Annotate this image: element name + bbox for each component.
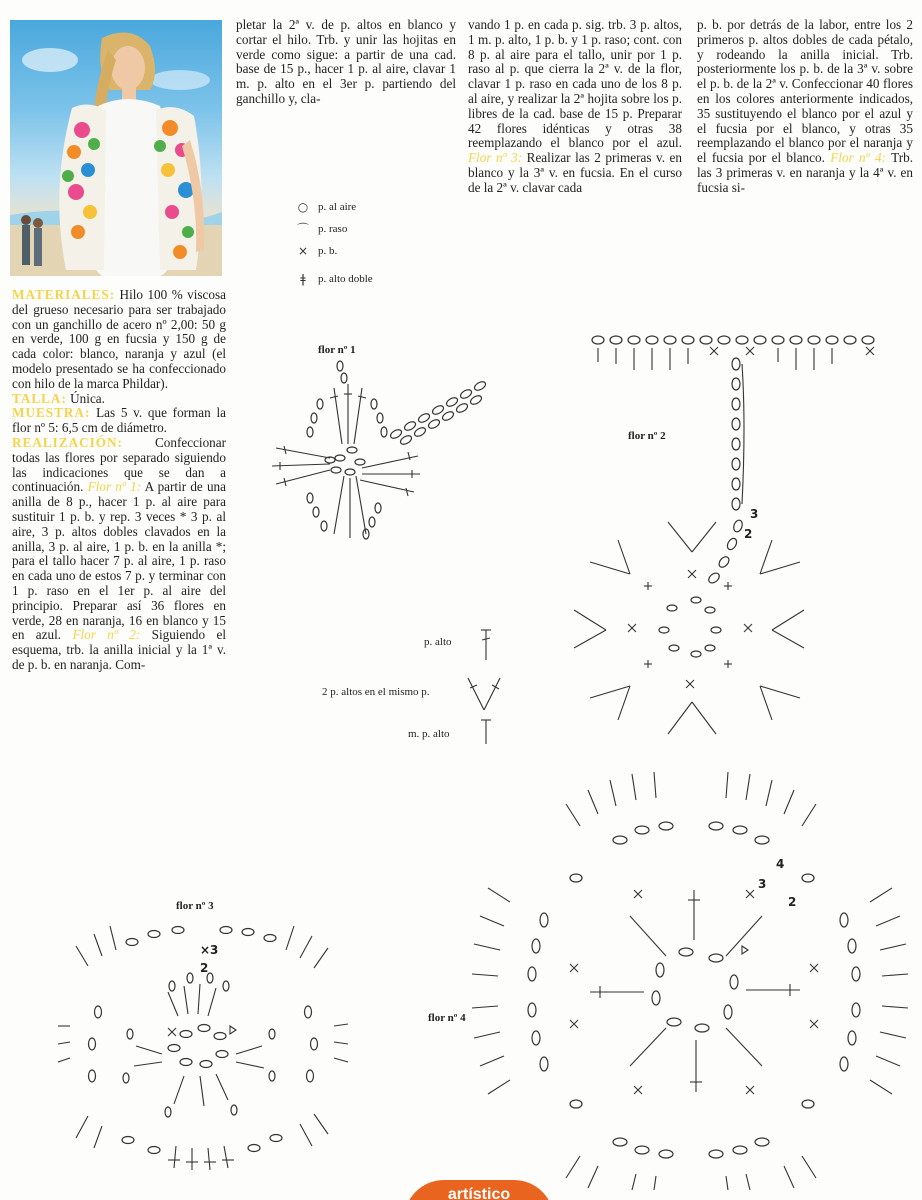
text-column-2 — [236, 18, 456, 107]
half-treble-icon — [478, 718, 494, 746]
flor2-stem — [707, 358, 744, 585]
flor3-subheading: Flor nº 3: — [468, 150, 523, 166]
materiales-heading: MATERIALES: — [12, 287, 116, 302]
flor2-round-markers — [744, 507, 758, 541]
flor4-diagram — [470, 770, 910, 1190]
legend-row-chain — [290, 196, 373, 218]
two-treble-icon — [464, 672, 504, 712]
flor2-subheading: Flor nº 2: — [72, 627, 141, 643]
model-photo — [10, 20, 222, 276]
talla-text: Única. — [66, 390, 105, 406]
legend-row-slip — [290, 218, 373, 240]
flor2-base-chain — [592, 336, 874, 370]
flor1-text: A partir de una anilla de 8 p., hacer 1 p. al aire para sustituir 1 p. b. y rep. 3 veces * 3 p. al aire, 3 p. altos dobles clavados en la anilla, 3 p. al aire, 1 p. b. en la anilla *; para el tallo hacer 7 p. al aire, 1 p. raso en cada uno de estos 7 p. y terminar con 1 p. raso en el 1er p. al aire del principio. Preparar así 36 flores en verde, 28 en naranja, 16 en blanco y 15 en azul. — [12, 479, 226, 643]
flor4-middle-rounds — [528, 822, 860, 1158]
flor2-round-3: 3 — [750, 507, 759, 521]
caption-flor1: flor nº 1 — [318, 344, 356, 356]
flor2-text: Siguiendo el esquema, trb. la anilla inicial y la 1ª v. de p. b. en naranja. Com- — [12, 627, 226, 672]
legend-label-double-treble: p. alto doble — [318, 273, 373, 285]
legend-label-single: p. b. — [318, 245, 338, 257]
flor1-stem — [389, 380, 487, 446]
stitch-legend — [290, 196, 373, 296]
key-treble-label: p. alto — [424, 636, 452, 648]
flor4-round-4: 4 — [776, 857, 785, 871]
flor1-subheading: Flor nº 1: — [87, 479, 142, 495]
caption-flor3: flor nº 3 — [176, 900, 214, 912]
treble-icon — [478, 628, 494, 662]
brand-badge: artístico — [404, 1180, 554, 1200]
text-column-3 — [468, 18, 682, 196]
materiales-text: Hilo 100 % viscosa del grueso necesario para ser trabajado con un ganchillo de acero nº 2,00: 50 g en verde, 100 g en fucsia y 150 g de cada color: blanco, naranja y azul (el modelo presentado se ha confeccionado con hilo de la marca Phildar). — [12, 287, 226, 391]
talla-heading: TALLA: — [12, 390, 67, 406]
flor2-center — [628, 570, 752, 688]
flor2-petals — [574, 522, 804, 734]
legend-label-chain: p. al aire — [318, 201, 357, 213]
realizacion-text: Confeccionar todas las flores por separado siguiendo las indicaciones que se dan a continuación. — [12, 434, 226, 495]
muestra-heading: MUESTRA: — [12, 405, 91, 421]
key-half-treble-label: m. p. alto — [408, 728, 450, 740]
flor4-inner-stitches — [570, 890, 818, 1094]
flor4-outer-round — [472, 772, 908, 1190]
flor3-diagram — [58, 916, 348, 1170]
single-crochet-icon: × — [297, 244, 309, 258]
flor4-subheading: Flor nº 4: — [830, 150, 887, 166]
chain-oval-icon: ○ — [297, 200, 309, 214]
muestra-text: Las 5 v. que forman la flor nº 5: 6,5 cm de diámetro. — [12, 405, 226, 436]
col4-text: p. b. por detrás de la labor, entre los 2 primeros p. altos dobles de cada pétalo, y rodeando la anilla inicial. Trb. posteriormente los p. b. de la 3ª v. sobre el p. b. de la 2ª v. Confeccionar 40 flores en los colores anteriormente indicados, 35 sustituyendo el blanco por el azul y el fucsia por el blanco, y otras 35 reemplazando el blanco por el naranja y el fucsia por el blanco. — [697, 17, 913, 166]
caption-flor4: flor nº 4 — [428, 1012, 466, 1024]
double-treble-icon: ǂ — [300, 272, 306, 286]
flor4-round-2: 2 — [788, 895, 797, 909]
col3-text: vando 1 p. en cada p. sig. trb. 3 p. altos, 1 m. p. alto, 1 p. b. y 1 p. raso; cont. con 8 p. al aire para el tallo, unir por 1 p. raso al p. que cierra la 2ª v. de la flor, clavar 1 p. raso en cada uno de los 8 p. al aire, y realizar la 2ª hojita sobre los p. libres de la cad. base de 15 p. Preparar 42 flores idénticas y otras 38 reemplazando el blanco por el azul. — [468, 17, 682, 151]
flor2-round-2: 2 — [744, 527, 753, 541]
flor3-inner-petals — [123, 973, 275, 1117]
col3-text-2: Realizar las 2 primeras v. en blanco y la 3ª v. en fucsia. En el curso de la 2ª v. clavar cada — [468, 150, 682, 195]
key-two-treble-label: 2 p. altos en el mismo p. — [322, 686, 430, 698]
col2-text: pletar la 2ª v. de p. altos en blanco y cortar el hilo. Trb. y unir las hojitas en verde como sigue: a partir de una cad. base de 15 p., hacer 1 p. al aire, clavar 1 m. p. alto en el 3er p. partiendo del ganchillo y, cla- — [236, 17, 456, 106]
legend-label-slip: p. raso — [318, 223, 348, 235]
flor3-center-ring — [168, 1025, 236, 1068]
flor4-round-3: 3 — [758, 877, 767, 891]
caption-flor2: flor nº 2 — [628, 430, 666, 442]
realizacion-heading: REALIZACIÓN: — [12, 434, 123, 450]
flor3-round-3: ×3 — [200, 943, 219, 957]
legend-row-double-treble — [290, 262, 373, 296]
flor4-round-markers — [758, 857, 796, 909]
slip-stitch-icon: ⌒ — [296, 222, 309, 236]
model-photo-illustration — [10, 20, 222, 276]
text-column-1 — [12, 288, 226, 673]
text-column-4 — [697, 18, 913, 196]
flor3-round-2: 2 — [200, 961, 209, 975]
flor1-diagram — [250, 348, 490, 548]
flor4-center-ring — [652, 946, 748, 1032]
legend-row-single — [290, 240, 373, 262]
col4-text-2: Trb. las 3 primeras v. en naranja y la 4ª v. en fucsia si- — [697, 150, 913, 195]
flor2-diagram — [560, 330, 890, 750]
flor1-ring — [325, 447, 365, 475]
flor3-round-markers — [200, 943, 218, 975]
flor1-petals — [272, 384, 420, 538]
